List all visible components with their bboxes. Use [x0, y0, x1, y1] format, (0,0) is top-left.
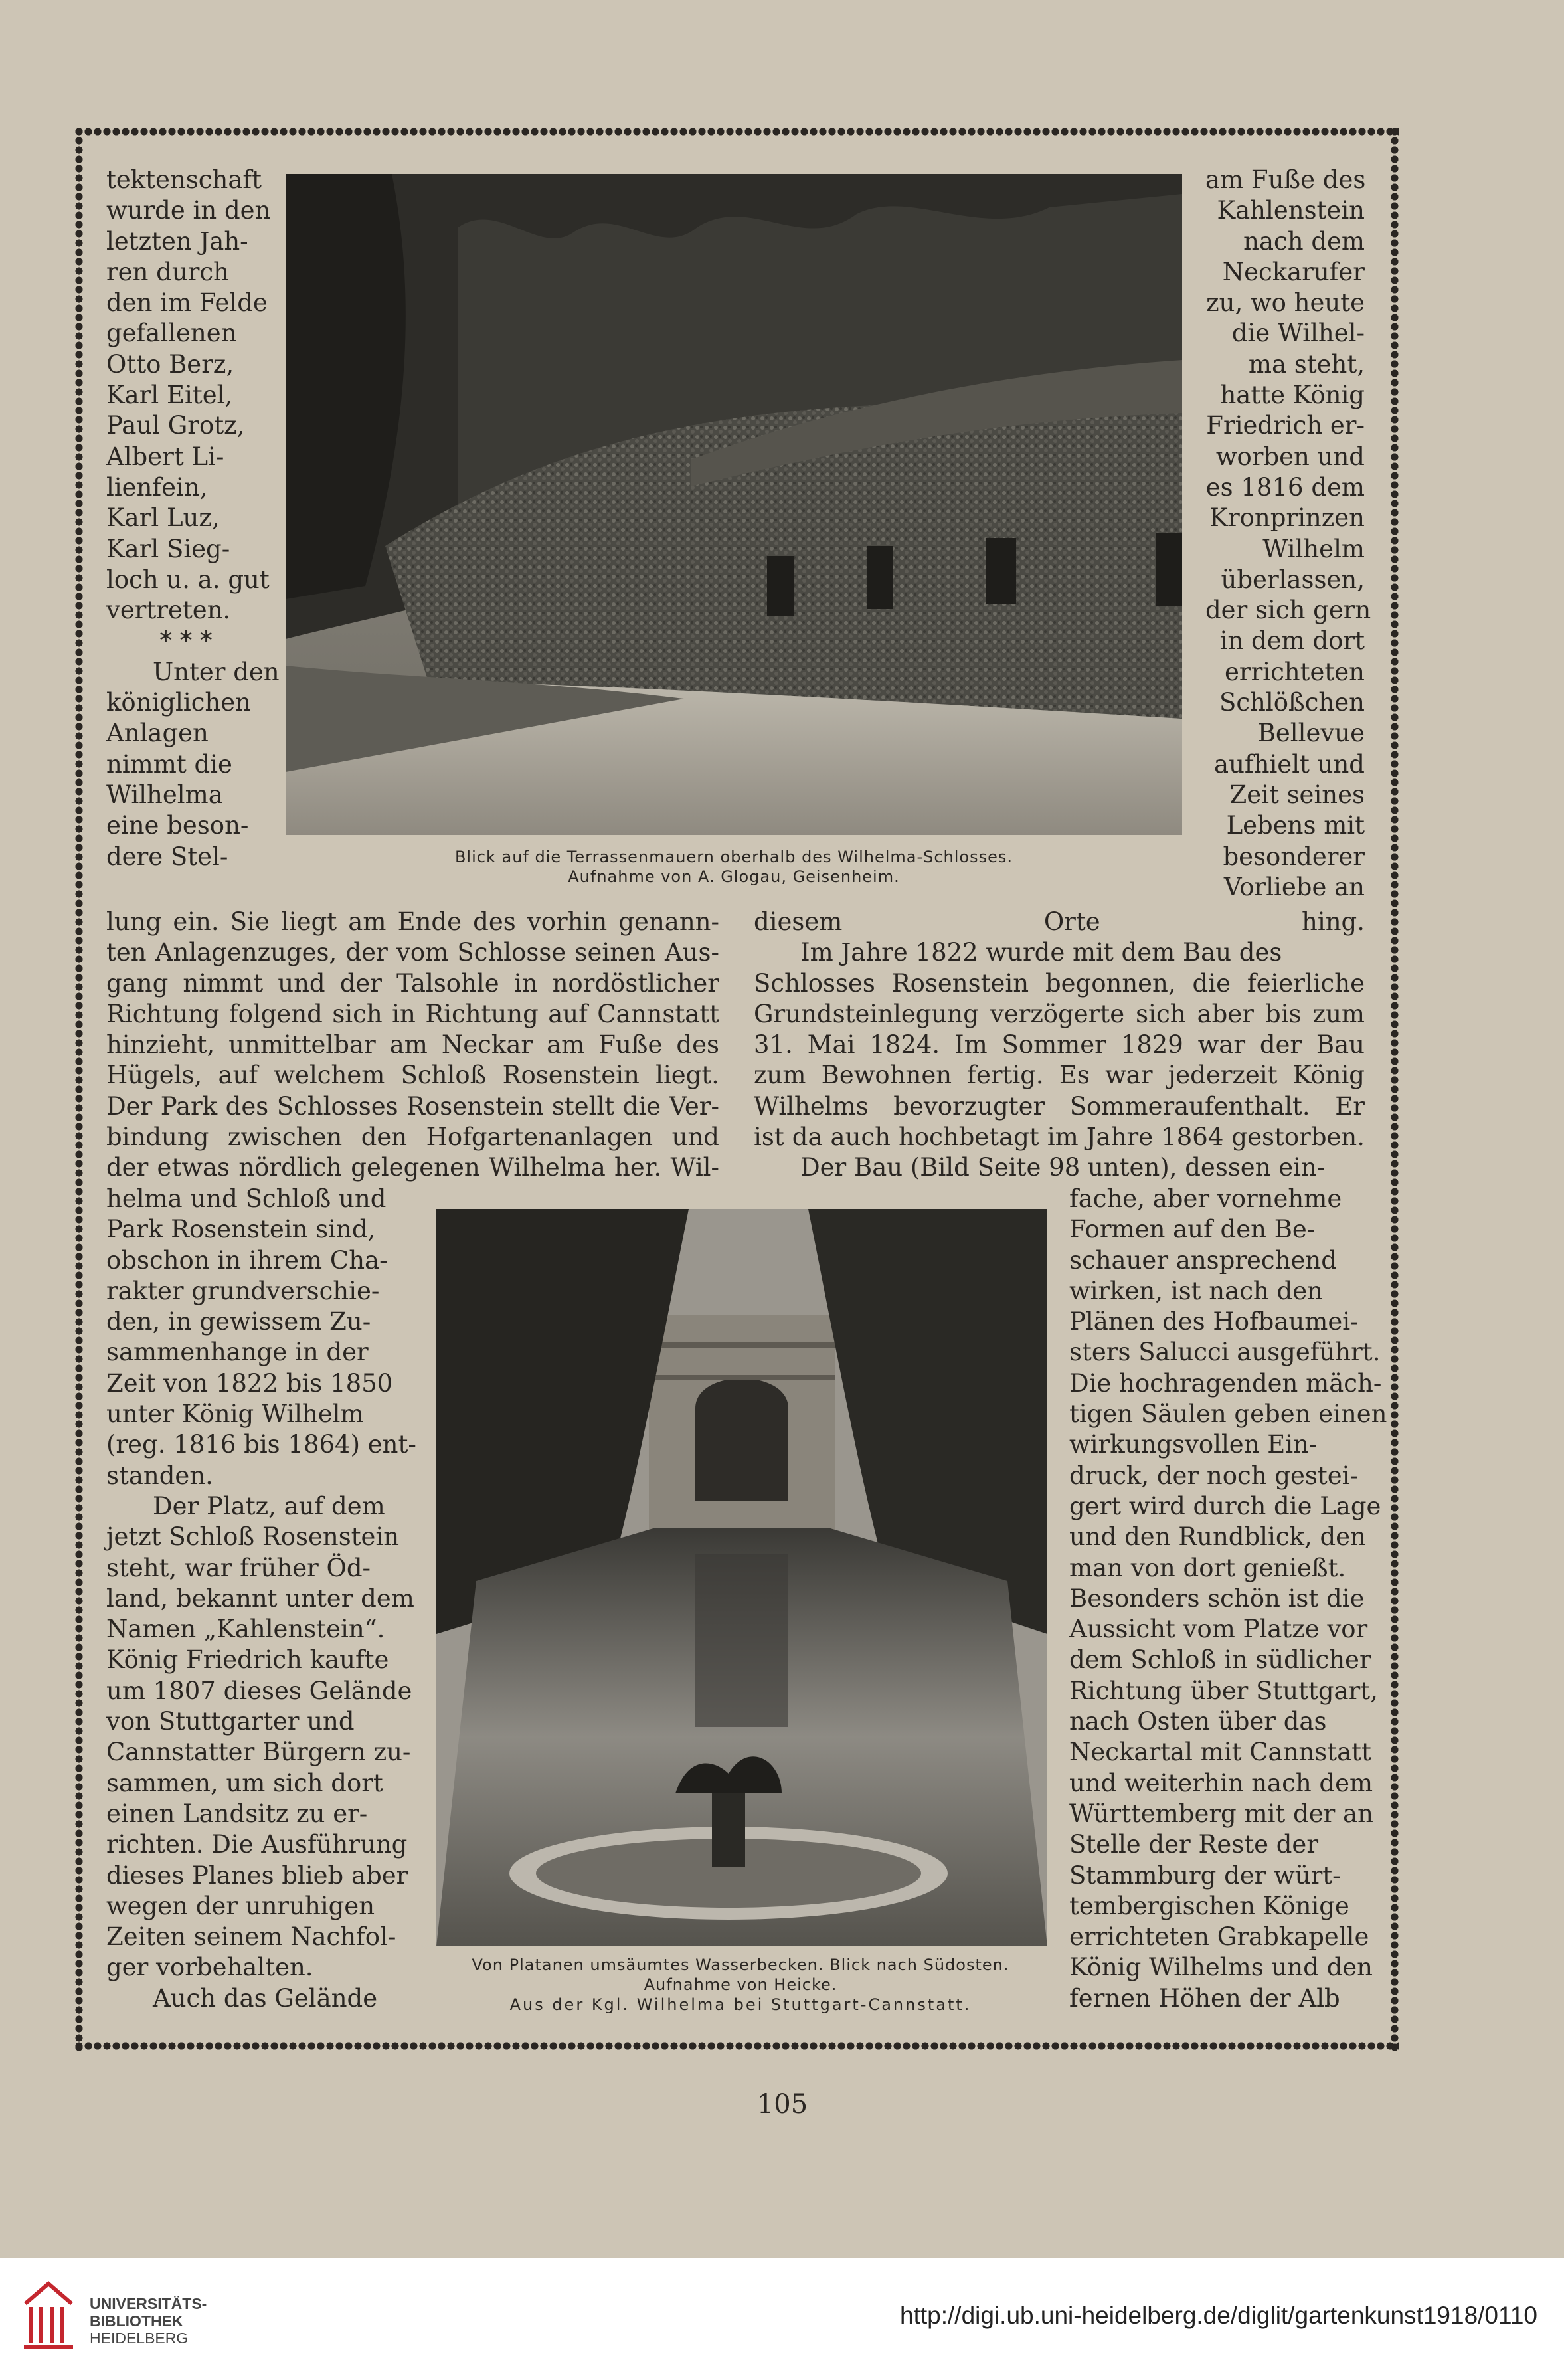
text-line: Im Jahre 1822 wurde mit dem Bau des — [800, 938, 1282, 967]
text-line: zum Bewohnen fertig. Es war jederzeit König — [754, 1061, 1365, 1090]
text-line: einen Landsitz zu er- — [106, 1799, 368, 1828]
text-line: vertreten. — [106, 596, 231, 625]
text-line: Der Platz, auf dem — [153, 1491, 385, 1520]
text-line: (reg. 1816 bis 1864) ent- — [106, 1430, 416, 1459]
text-line: ma steht, — [1248, 349, 1365, 379]
text-line: tembergischen Könige — [1069, 1891, 1349, 1920]
text-line: König Friedrich kaufte — [106, 1645, 389, 1675]
library-name-line2: BIBLIOTHEK — [90, 2312, 183, 2330]
text-line: errichteten Grabkapelle — [1069, 1922, 1369, 1952]
photo1-caption — [286, 847, 1182, 887]
text-line: * * * — [159, 626, 213, 656]
text-line: wegen der unruhigen — [106, 1891, 375, 1920]
lower-right-column — [1069, 1184, 1387, 2014]
text-line: nach Osten über das — [1069, 1707, 1327, 1736]
library-footer — [0, 2258, 1564, 2380]
frame-left-border — [74, 127, 84, 2051]
text-line: Der Park des Schlosses Rosenstein stellt die Ver- — [106, 1091, 719, 1121]
text-line: wurde in den — [106, 196, 271, 225]
water-basin-photo — [436, 1209, 1047, 1946]
text-line: Der Bau (Bild Seite 98 unten), dessen ein- — [800, 1153, 1326, 1182]
photo2-caption-line1: Von Platanen umsäumtes Wasserbecken. Blick nach Südosten. — [472, 1956, 1009, 1974]
text-line: Paul Grotz, — [106, 411, 245, 440]
photo1-caption-line2: Aufnahme von A. Glogau, Geisenheim. — [568, 868, 900, 886]
text-line: loch u. a. gut — [106, 565, 270, 594]
text-line: druck, der noch gestei- — [1069, 1461, 1358, 1490]
text-line: Anlagen — [106, 719, 209, 748]
text-line: dere Stel- — [106, 842, 228, 871]
text-line: den, in gewissem Zu- — [106, 1307, 371, 1336]
text-line: aufhielt und — [1214, 749, 1365, 778]
text-line: gefallenen — [106, 319, 237, 348]
text-line: Unter den — [153, 657, 280, 686]
text-line: den im Felde — [106, 288, 268, 318]
text-line: unter König Wilhelm — [106, 1400, 364, 1429]
text-line: Lebens mit — [1226, 811, 1365, 840]
text-line: eine beson- — [106, 811, 249, 840]
text-line: lung ein. Sie liegt am Ende des vorhin genann- — [106, 907, 719, 936]
text-line: Grundsteinlegung verzögerte sich aber bis zum — [754, 999, 1365, 1028]
text-line: schauer ansprechend — [1069, 1245, 1337, 1275]
text-line: Hügels, auf welchem Schloß Rosenstein liegt. — [106, 1061, 719, 1090]
text-line: man von dort genießt. — [1069, 1553, 1346, 1582]
text-line: überlassen, — [1221, 565, 1365, 594]
middle-right-paragraph — [754, 907, 1365, 1184]
text-line: Zeit von 1822 bis 1850 — [106, 1368, 393, 1398]
text-line: land, bekannt unter dem — [106, 1584, 414, 1613]
text-line: gert wird durch die Lage — [1069, 1491, 1381, 1520]
text-line: sammen, um sich dort — [106, 1768, 383, 1797]
photo2-caption-line3: Aus der Kgl. Wilhelma bei Stuttgart-Cannstatt. — [509, 1995, 972, 2014]
text-line: Die hochragenden mäch- — [1069, 1368, 1382, 1398]
text-line: von Stuttgarter und — [106, 1707, 355, 1736]
text-line: Namen „Kahlenstein“. — [106, 1615, 385, 1644]
text-line: Park Rosenstein sind, — [106, 1215, 376, 1244]
text-line: sters Salucci ausgeführt. — [1069, 1338, 1381, 1367]
text-line: nimmt die — [106, 749, 232, 778]
text-line: Kronprinzen — [1209, 503, 1365, 533]
text-line: zu, wo heute — [1206, 288, 1365, 318]
text-line: in dem dort — [1219, 626, 1365, 656]
text-line: hinzieht, unmittelbar am Neckar am Fuße des — [106, 1030, 719, 1059]
text-line: Aussicht vom Platze vor — [1069, 1615, 1368, 1644]
text-line: Besonders schön ist die — [1069, 1584, 1365, 1613]
text-line: richten. Die Ausführung — [106, 1830, 408, 1859]
text-line: Otto Berz, — [106, 349, 234, 379]
text-line: Schlosses Rosenstein begonnen, die feierliche — [754, 968, 1365, 998]
text-line: ten Anlagenzuges, der vom Schlosse seinen Aus- — [106, 938, 719, 967]
text-line: königlichen — [106, 688, 251, 717]
terrace-walls-photo — [286, 174, 1182, 835]
text-line: Cannstatter Bürgern zu- — [106, 1738, 411, 1767]
lower-left-column — [106, 1184, 418, 2014]
text-line: Karl Sieg- — [106, 534, 230, 563]
text-line: Auch das Gelände — [153, 1983, 378, 2013]
text-line: König Wilhelms und den — [1069, 1953, 1373, 1982]
text-line: Zeiten seinem Nachfol- — [106, 1922, 396, 1952]
text-line: Neckartal mit Cannstatt — [1069, 1738, 1371, 1767]
text-line: dieses Planes blieb aber — [106, 1861, 408, 1890]
text-line: Wilhelma — [106, 780, 223, 809]
middle-left-paragraph — [106, 907, 719, 1184]
text-line: Karl Luz, — [106, 503, 220, 533]
text-line: Friedrich er- — [1206, 411, 1365, 440]
text-line: ger vorbehalten. — [106, 1953, 313, 1982]
text-line: Albert Li- — [106, 442, 224, 471]
text-line: Stelle der Reste der — [1069, 1830, 1319, 1859]
text-line: Karl Eitel, — [106, 381, 233, 410]
text-line: standen. — [106, 1461, 213, 1490]
text-line: am Fuße des — [1205, 165, 1366, 194]
text-line: wirkungsvollen Ein- — [1069, 1430, 1318, 1459]
left-column-top — [106, 165, 280, 872]
text-line: die Wilhel- — [1231, 319, 1365, 348]
text-line: Zeit seines — [1229, 780, 1365, 809]
text-line: es 1816 dem — [1205, 472, 1365, 502]
text-line: steht, war früher Öd- — [106, 1553, 371, 1582]
text-line: letzten Jah- — [106, 227, 248, 256]
text-line: Richtung folgend sich in Richtung auf Cannstatt — [106, 999, 719, 1028]
text-line: obschon in ihrem Cha- — [106, 1245, 388, 1275]
frame-top-border — [74, 127, 1399, 136]
university-library-logo-icon — [19, 2277, 78, 2350]
text-line: tigen Säulen geben einen — [1069, 1400, 1387, 1429]
text-line: nach dem — [1243, 227, 1365, 256]
text-line: rakter grundverschie- — [106, 1276, 380, 1305]
text-line: Plänen des Hofbaumei- — [1069, 1307, 1359, 1336]
text-line: jetzt Schloß Rosenstein — [106, 1522, 400, 1552]
text-line: errichteten — [1224, 657, 1365, 686]
text-line: helma und Schloß und — [106, 1184, 387, 1213]
text-line: fernen Höhen der Alb — [1069, 1983, 1340, 2013]
text-line: Richtung über Stuttgart, — [1069, 1676, 1378, 1705]
text-line: der sich gern — [1205, 596, 1371, 625]
text-line: wirken, ist nach den — [1069, 1276, 1323, 1305]
text-line: Vorliebe an — [1223, 872, 1365, 901]
text-line: Stammburg der würt- — [1069, 1861, 1341, 1890]
text-line: 31. Mai 1824. Im Sommer 1829 war der Bau — [754, 1030, 1365, 1059]
text-line: ren durch — [106, 257, 229, 286]
source-url-link[interactable]: http://digi.ub.uni-heidelberg.de/diglit/gartenkunst1918/0110 — [900, 2302, 1537, 2329]
library-name-line1: UNIVERSITÄTS- — [90, 2295, 207, 2312]
text-line: Wilhelms bevorzugter Sommeraufenthalt. Er — [754, 1091, 1365, 1121]
text-line: der etwas nördlich gelegenen Wilhelma her. Wil- — [106, 1153, 719, 1182]
right-column-top — [1205, 165, 1371, 903]
photo2-caption-line2: Aufnahme von Heicke. — [644, 1975, 837, 1994]
photo2-caption — [418, 1955, 1063, 2015]
text-line: bindung zwischen den Hofgartenanlagen und — [106, 1123, 719, 1152]
text-line: Neckarufer — [1222, 257, 1365, 286]
text-line: worben und — [1215, 442, 1365, 471]
text-line: Württemberg mit der an — [1069, 1799, 1373, 1828]
text-line: lienfein, — [106, 472, 208, 502]
page-number: 105 — [756, 2089, 808, 2120]
library-name-line3: HEIDELBERG — [90, 2330, 189, 2347]
text-line: dem Schloß in südlicher — [1069, 1645, 1371, 1675]
text-line: und den Rundblick, den — [1069, 1522, 1366, 1552]
text-line: Bellevue — [1257, 719, 1365, 748]
text-line: fache, aber vornehme — [1069, 1184, 1342, 1213]
frame-right-border — [1390, 127, 1399, 2051]
text-line: diesem Orte hing. — [754, 907, 1365, 936]
text-line: Kahlenstein — [1217, 196, 1365, 225]
text-line: gang nimmt und der Talsohle in nordöstlicher — [106, 968, 719, 998]
text-line: Schlößchen — [1219, 688, 1365, 717]
text-line: Formen auf den Be- — [1069, 1215, 1316, 1244]
text-line: besonderer — [1223, 842, 1365, 871]
text-line: um 1807 dieses Gelände — [106, 1676, 412, 1705]
photo1-caption-line1: Blick auf die Terrassenmauern oberhalb des Wilhelma-Schlosses. — [454, 848, 1013, 866]
text-line: Wilhelm — [1262, 534, 1365, 563]
text-line: tektenschaft — [106, 165, 262, 194]
text-line: sammenhange in der — [106, 1338, 369, 1367]
frame-bottom-border — [74, 2041, 1399, 2051]
text-line: ist da auch hochbetagt im Jahre 1864 gestorben. — [754, 1123, 1365, 1152]
library-name — [90, 2295, 207, 2347]
text-line: und weiterhin nach dem — [1069, 1768, 1373, 1797]
text-line: hatte König — [1220, 381, 1365, 410]
